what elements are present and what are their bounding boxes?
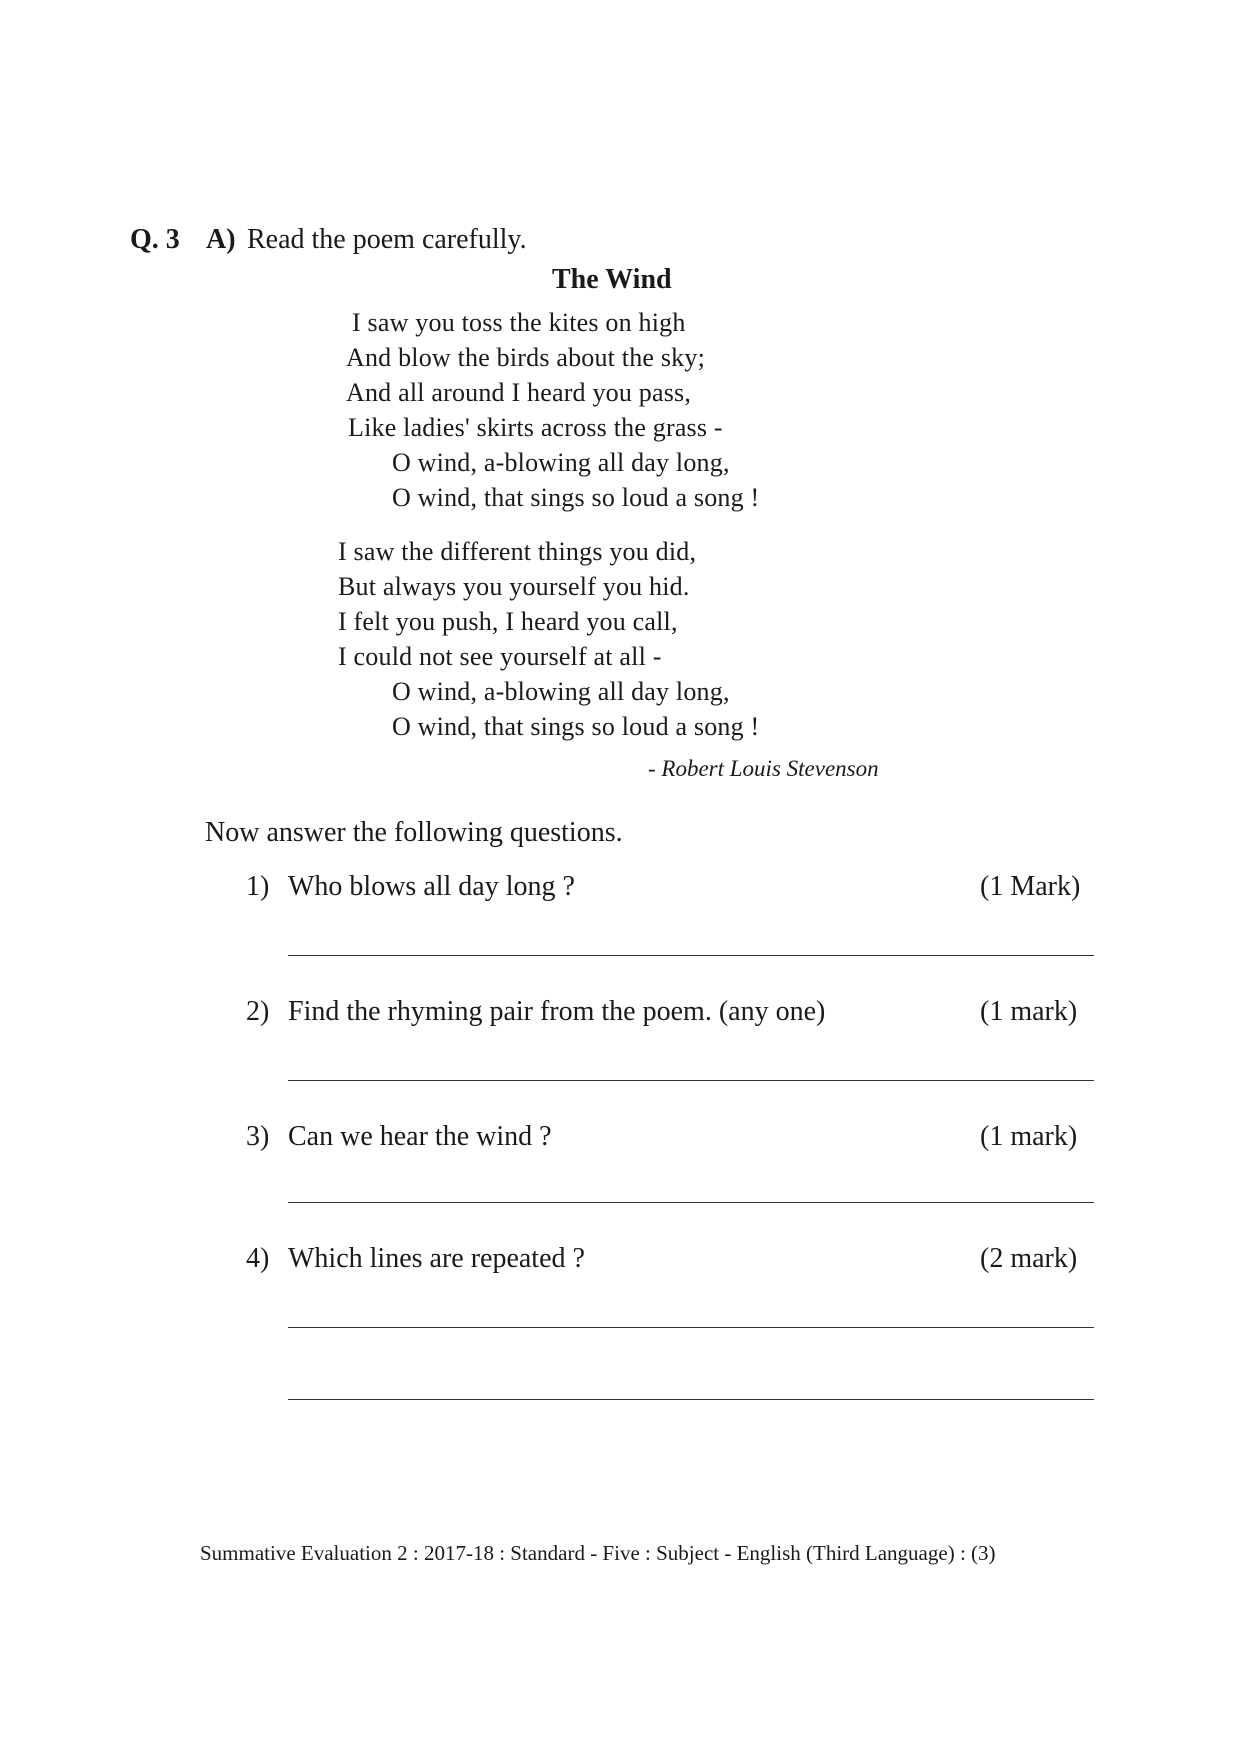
poem-line: And all around I heard you pass, — [346, 378, 692, 407]
question-item-mark: (1 mark) — [980, 1121, 1078, 1152]
poem-refrain-line: O wind, a-blowing all day long, — [392, 677, 730, 706]
answer-line[interactable] — [288, 1080, 1094, 1081]
answer-line[interactable] — [288, 1327, 1094, 1328]
answer-line[interactable] — [288, 1399, 1094, 1400]
poem-title: The Wind — [552, 264, 672, 295]
question-item-mark: (1 Mark) — [980, 871, 1081, 902]
poem-line: I saw the different things you did, — [338, 537, 697, 566]
answer-line[interactable] — [288, 1202, 1094, 1203]
poem-author: - Robert Louis Stevenson — [648, 756, 879, 781]
questions-prompt: Now answer the following questions. — [205, 817, 623, 848]
question-item-mark: (2 mark) — [980, 1243, 1078, 1274]
poem-line: I felt you push, I heard you call, — [338, 607, 678, 636]
question-number: Q. 3 — [130, 224, 180, 255]
poem-refrain-line: O wind, that sings so loud a song ! — [392, 712, 760, 741]
poem-line: I saw you toss the kites on high — [352, 308, 686, 337]
answer-line[interactable] — [288, 955, 1094, 956]
question-item-text: Which lines are repeated ? — [288, 1243, 585, 1274]
question-instruction: Read the poem carefully. — [247, 224, 527, 255]
poem-line: But always you yourself you hid. — [338, 572, 690, 601]
poem-line: And blow the birds about the sky; — [346, 343, 706, 372]
question-part: A) — [206, 224, 236, 255]
poem-line: I could not see yourself at all - — [338, 642, 662, 671]
question-item-number: 1) — [246, 871, 270, 902]
question-item-number: 3) — [246, 1121, 270, 1152]
question-item-number: 4) — [246, 1243, 270, 1274]
question-item-number: 2) — [246, 996, 270, 1027]
question-item-mark: (1 mark) — [980, 996, 1078, 1027]
poem-refrain-line: O wind, that sings so loud a song ! — [392, 483, 760, 512]
question-item-text: Who blows all day long ? — [288, 871, 575, 902]
question-item-text: Can we hear the wind ? — [288, 1121, 552, 1152]
poem-line: Like ladies' skirts across the grass - — [348, 413, 723, 442]
page-footer: Summative Evaluation 2 : 2017-18 : Standard - Five : Subject - English (Third Language) : (3) — [200, 1541, 996, 1565]
poem-refrain-line: O wind, a-blowing all day long, — [392, 448, 730, 477]
question-item-text: Find the rhyming pair from the poem. (any one) — [288, 996, 826, 1027]
